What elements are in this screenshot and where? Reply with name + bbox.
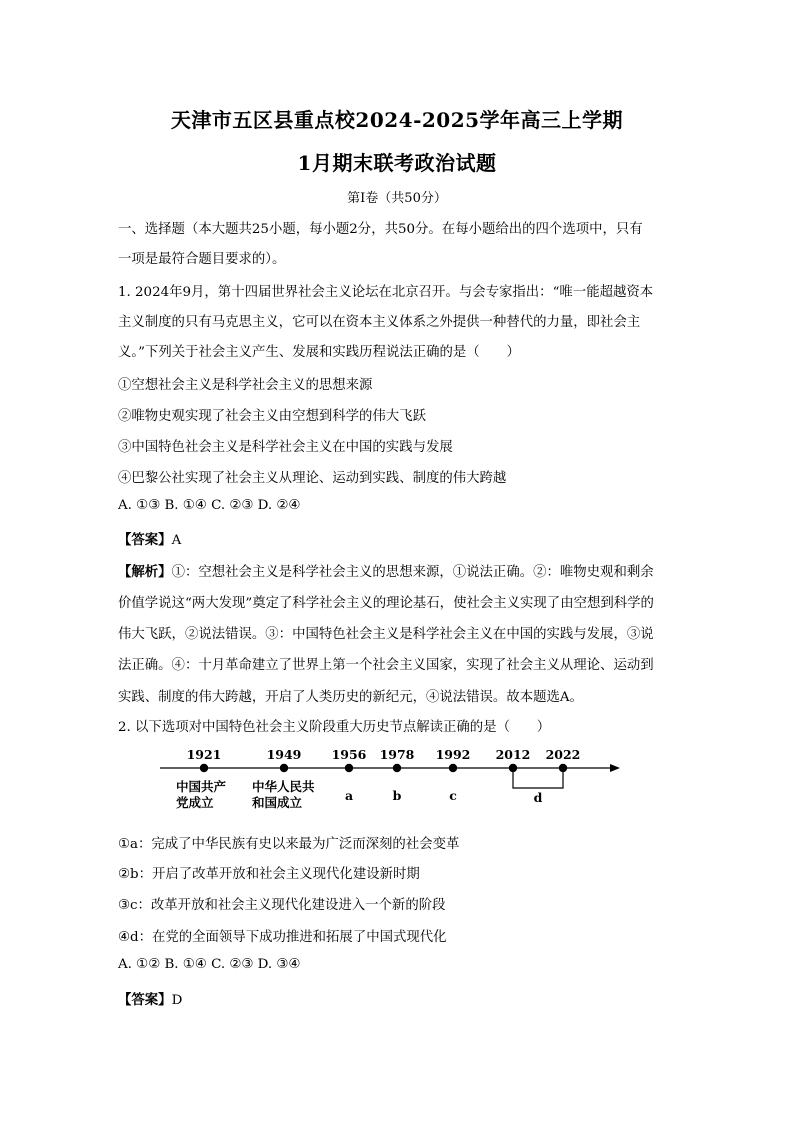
q1-stem-line: 1. 2024年9月，第十四届世界社会主义论坛在北京召开。与会专家指出：“唯一能超越资本: [118, 285, 654, 300]
answer-text: D: [171, 993, 183, 1008]
q1-stem-line: 义。”下列关于社会主义产生、发展和实践历程说法正确的是（ ）: [118, 345, 520, 360]
timeline-point-1992: [449, 764, 457, 772]
timeline-label-c: c: [449, 788, 457, 803]
q1-statement-4: ④巴黎公社实现了社会主义从理论、运动到实践、制度的伟大跨越: [118, 471, 507, 486]
timeline-point-1949: [280, 764, 288, 772]
page-title-line2: 1月期末联考政治试题: [297, 151, 497, 175]
q2-statement-2: ②b：开启了改革开放和社会主义现代化建设新时期: [118, 867, 420, 882]
q1-statement-3: ③中国特色社会主义是科学社会主义在中国的实践与发展: [118, 440, 453, 455]
timeline-point-1956: [345, 764, 353, 772]
timeline-label-a: a: [344, 788, 354, 803]
answer-text: ①：空想社会主义是科学社会主义的思想来源，①说法正确。②：唯物史观和剩余: [171, 565, 654, 580]
timeline-bracket-d: [513, 768, 563, 788]
timeline-point-1921: [200, 764, 208, 772]
timeline-year: 1992: [435, 747, 471, 762]
q2-statement-3: ③c：改革开放和社会主义现代化建设进入一个新的阶段: [118, 898, 446, 913]
q1-statement-1: ①空想社会主义是科学社会主义的思想来源: [118, 378, 373, 393]
q1-stem-line: 主义制度的只有马克思主义，它可以在资本主义体系之外提供一种替代的力量，即社会主: [118, 315, 641, 330]
q2-choices: A. ①② B. ①④ C. ②③ D. ③④: [118, 957, 301, 972]
timeline-year: 1978: [379, 747, 415, 762]
q1-analysis-line: 价值学说这“两大发现”奠定了科学社会主义的理论基石，使社会主义实现了由空想到科学的: [118, 596, 654, 611]
answer-marker: 【答案】: [118, 532, 172, 548]
timeline-point-1978: [393, 764, 401, 772]
page-title-line1: 天津市五区县重点校2024-2025学年高三上学期: [170, 108, 624, 132]
timeline-year: 1949: [266, 747, 302, 762]
timeline-year: 1956: [331, 747, 367, 762]
q2-answer: [118, 989, 182, 1008]
answer-marker: 【解析】: [118, 564, 172, 580]
answer-text: A: [171, 533, 182, 548]
timeline-figure: [160, 740, 630, 812]
q2-statement-1: ①a：完成了中华民族有史以来最为广泛而深刻的社会变革: [118, 837, 460, 852]
timeline-label-1949: 中华人民共: [252, 779, 315, 794]
instructions-line: 一项是最符合题目要求的）。: [118, 252, 286, 267]
answer-marker: 【答案】: [118, 992, 172, 1008]
timeline-label-1921: 党成立: [176, 795, 214, 810]
q1-statement-2: ②唯物史观实现了社会主义由空想到科学的伟大飞跃: [118, 409, 426, 424]
q1-choices: A. ①③ B. ①④ C. ②③ D. ②④: [118, 498, 301, 513]
q2-stem: 2. 以下选项对中国特色社会主义阶段重大历史节点解读正确的是（ ）: [118, 720, 551, 735]
history-timeline: [160, 740, 630, 812]
q1-analysis-line: 实践、制度的伟大跨越，开启了人类历史的新纪元，④说法错误。故本题选A。: [118, 690, 583, 705]
instructions-line: 一、选择题（本大题共25小题，每小题2分，共50分。在每小题给出的四个选项中，只有: [118, 222, 643, 237]
timeline-label-b: b: [392, 788, 402, 803]
timeline-label-d: d: [533, 790, 543, 805]
timeline-label-1949: 和国成立: [252, 795, 303, 810]
q1-analysis-line: [118, 561, 654, 580]
q2-statement-4: ④d：在党的全面领导下成功推进和拓展了中国式现代化: [118, 930, 447, 945]
timeline-year: 2022: [545, 747, 581, 762]
q1-answer: [118, 529, 181, 548]
timeline-year: 1921: [186, 747, 222, 762]
timeline-arrow-icon: [610, 764, 620, 772]
timeline-label-1921: 中国共产: [176, 779, 227, 794]
q1-analysis-line: 法正确。④：十月革命建立了世界上第一个社会主义国家，实现了社会主义从理论、运动到: [118, 658, 654, 673]
section-heading: 第Ⅰ卷（共50分）: [347, 191, 447, 206]
q1-analysis-line: 伟大飞跃，②说法错误。③：中国特色社会主义是科学社会主义在中国的实践与发展，③说: [118, 627, 654, 642]
timeline-year: 2012: [495, 747, 531, 762]
